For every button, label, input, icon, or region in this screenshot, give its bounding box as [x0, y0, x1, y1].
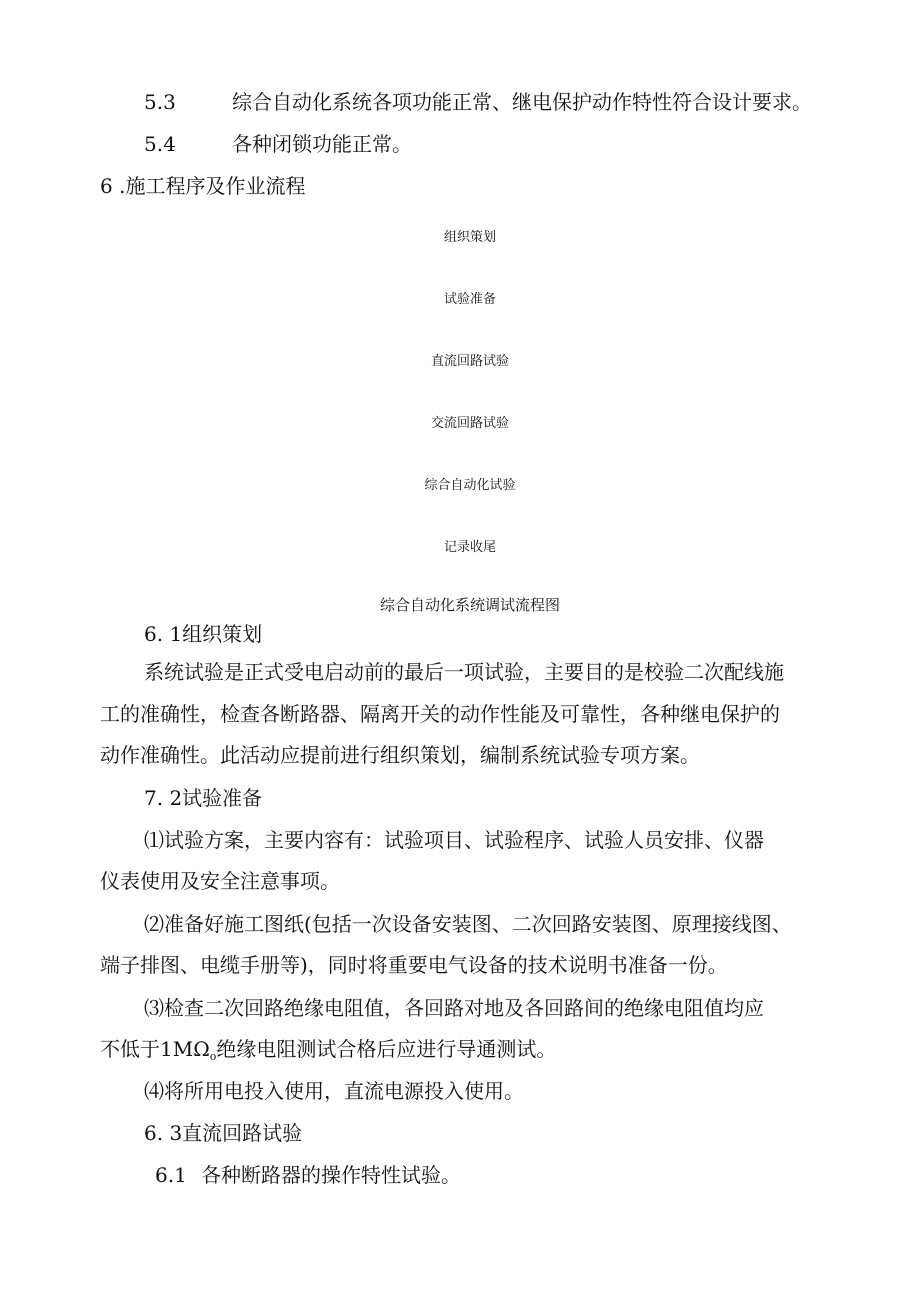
paragraph-line: ⑵准备好施工图纸(包括一次设备安装图、二次回路安装图、原理接线图、	[144, 912, 792, 936]
flow-step-closing: 记录收尾	[443, 540, 496, 555]
item-number: 5.3	[144, 90, 176, 114]
item-6-1	[155, 1163, 461, 1187]
item-number: 5.4	[144, 132, 176, 156]
flow-step-ac-circuit: 交流回路试验	[430, 416, 509, 431]
paragraph-line: ⑴试验方案，主要内容有：试验项目、试验程序、试验人员安排、仪器	[144, 828, 764, 852]
flow-step-dc-circuit: 直流回路试验	[430, 354, 509, 369]
item-text: 各种断路器的操作特性试验。	[201, 1163, 461, 1187]
item-5-4	[144, 132, 412, 156]
paragraph-line: ⑷将所用电投入使用，直流电源投入使用。	[144, 1079, 524, 1103]
section-6-heading: 6 .施工程序及作业流程	[100, 174, 306, 198]
paragraph-line: 系统试验是正式受电启动前的最后一项试验，主要目的是校验二次配线施	[144, 660, 784, 684]
flow-step-automation: 综合自动化试验	[424, 478, 516, 493]
item-text: 各种闭锁功能正常。	[232, 132, 412, 156]
paragraph-line: 端子排图、电缆手册等)，同时将重要电气设备的技术说明书准备一份。	[100, 953, 728, 977]
paragraph-line: ⑶检查二次回路绝缘电阻值，各回路对地及各回路间的绝缘电阻值均应	[144, 996, 764, 1020]
period-mark: o	[209, 1050, 217, 1063]
item-text: 综合自动化系统各项功能正常、继电保护动作特性符合设计要求。	[232, 90, 812, 114]
paragraph-text: 绝缘电阻测试合格后应进行导通测试。	[216, 1037, 557, 1061]
subsection-heading-preparation: 7. 2试验准备	[144, 786, 263, 810]
item-number: 6.1	[155, 1163, 187, 1187]
paragraph-line: 仪表使用及安全注意事项。	[100, 869, 340, 893]
paragraph-line: 工的准确性，检查各断路器、隔离开关的动作性能及可靠性，各种继电保护的	[100, 702, 780, 726]
paragraph-line: 动作准确性。此活动应提前进行组织策划，编制系统试验专项方案。	[100, 743, 700, 767]
paragraph-line-resistance	[100, 1037, 556, 1069]
subsection-heading-organization: 6. 1组织策划	[144, 622, 263, 646]
item-5-3	[144, 90, 812, 114]
flow-step-planning: 组织策划	[443, 230, 496, 245]
subsection-heading-dc-test: 6. 3直流回路试验	[144, 1121, 303, 1145]
flow-step-preparation: 试验准备	[443, 292, 496, 307]
flowchart-caption: 综合自动化系统调试流程图	[379, 596, 560, 614]
resistance-value: 不低于1MΩ	[100, 1037, 210, 1061]
